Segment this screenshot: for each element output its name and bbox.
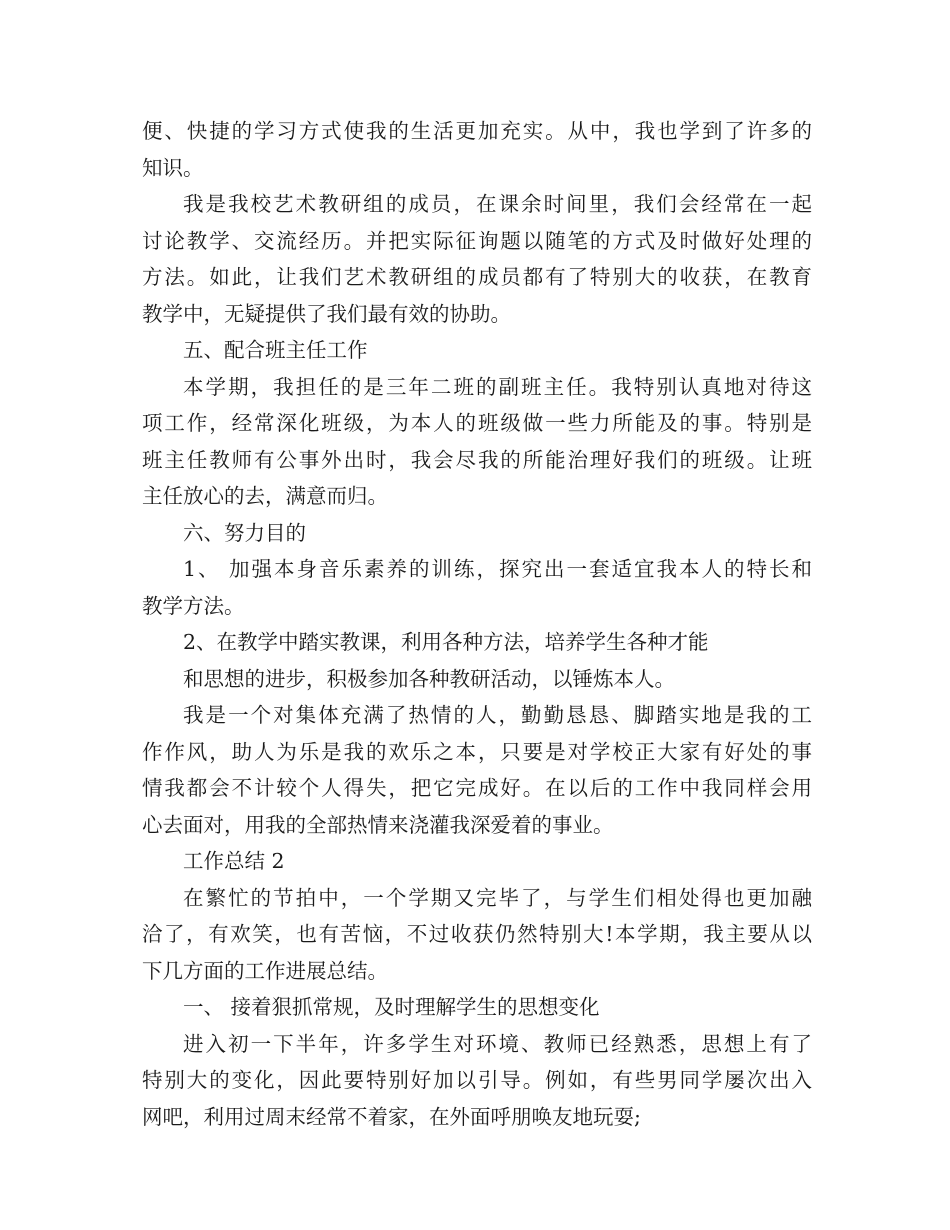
- text-line: 1、 加强本身音乐素养的训练，探究出一套适宜我本人的特长和: [183, 557, 812, 581]
- text-line: 项工作，经常深化班级，为本人的班级做一些力所能及的事。特别是: [142, 411, 812, 435]
- text-line: 六、努力目的: [183, 520, 306, 545]
- text-line: 方法。如此，让我们艺术教研组的成员都有了特别大的收获，在教育: [142, 265, 812, 289]
- text-line: 本学期，我担任的是三年二班的副班主任。我特别认真地对待这: [183, 374, 812, 399]
- text-line: 网吧，利用过周末经常不着家，在外面呼朋唤友地玩耍;: [142, 1104, 641, 1129]
- text-line: 知识。: [142, 155, 204, 180]
- text-line: 便、快捷的学习方式使我的生活更加充实。从中，我也学到了许多的: [142, 119, 812, 143]
- text-line: 我是一个对集体充满了热情的人，勤勤恳恳、脚踏实地是我的工: [183, 703, 812, 727]
- text-line: 作作风，助人为乐是我的欢乐之本，只要是对学校正大家有好处的事: [142, 739, 812, 764]
- text-line: 教学中，无疑提供了我们最有效的协助。: [142, 301, 511, 326]
- text-line: 主任放心的去，满意而归。: [142, 484, 388, 508]
- text-line: 下几方面的工作进展总结。: [142, 958, 388, 983]
- text-line: 洽了，有欢笑，也有苦恼，不过收获仍然特别大!本学期，我主要从以: [142, 922, 812, 946]
- text-line: 讨论教学、交流经历。并把实际征询题以随笔的方式及时做好处理的: [142, 228, 812, 253]
- text-line: 工作总结 2: [183, 849, 285, 873]
- text-line: 和思想的进步，积极参加各种教研活动，以锤炼本人。: [183, 666, 675, 691]
- text-line: 特别大的变化，因此要特别好加以引导。例如，有些男同学屡次出入: [142, 1068, 812, 1092]
- text-line: 2、在教学中踏实教课，利用各种方法，培养学生各种才能: [183, 630, 709, 654]
- document-body: [142, 113, 812, 1135]
- text-line: 一、 接着狠抓常规，及时理解学生的思想变化: [183, 995, 600, 1019]
- text-line: 班主任教师有公事外出时，我会尽我的所能治理好我们的班级。让班: [142, 447, 812, 472]
- text-line: 五、配合班主任工作: [183, 338, 368, 362]
- text-line: 情我都会不计较个人得失，把它完成好。在以后的工作中我同样会用: [142, 776, 812, 800]
- text-line: 在繁忙的节拍中，一个学期又完毕了，与学生们相处得也更加融: [183, 885, 812, 910]
- text-line: 教学方法。: [142, 593, 245, 618]
- text-line: 进入初一下半年，许多学生对环境、教师已经熟悉，思想上有了: [183, 1031, 812, 1056]
- text-line: 我是我校艺术教研组的成员，在课余时间里，我们会经常在一起: [183, 192, 812, 216]
- text-line: 心去面对，用我的全部热情来浇灌我深爱着的事业。: [142, 812, 614, 837]
